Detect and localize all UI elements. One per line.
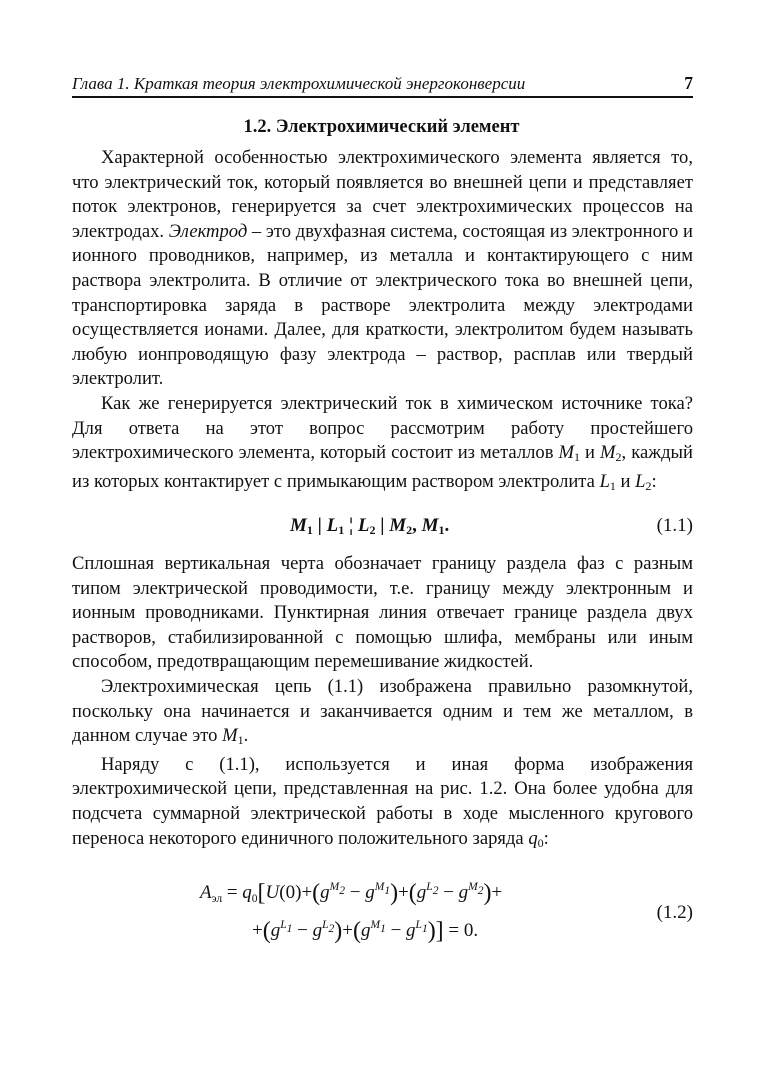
- equation-row-1: $A_{эл} = q_0[U(0)+(g^{M_2} - g^{M_1})+(g^{L_2} - g^{M_2})+$: [200, 880, 503, 906]
- paragraph-1: Характерной особенностью электрохимического элемента является то, что электрический ток, который появляется во внешней цепи и представляет поток электронов, генерируется за счет электрохимических процессов на электродах. Электрод – это двухфазная система, состоящая из электронного и ионного проводников, например, из металла и контактирующего с ним раствора электролита. В отличие от электрического тока во внешней цепи, транспортировка заряда в растворе электролита между электродами осуществляется ионами. Далее, для краткости, электролитом будем называть любую ионпроводящую фазу электрода – раствор, расплав или твердый электролит.: [72, 147, 693, 390]
- equation-row-2: $+(g^{L_1} - g^{L_2})+(g^{M_1} - g^{L_1})] = 0$.: [252, 918, 479, 944]
- section-title: 1.2. Электрохимический элемент: [243, 117, 520, 137]
- equation-number: (1.1): [656, 515, 693, 536]
- term-electrode: Электрод: [168, 220, 248, 242]
- paragraph-5: Наряду с (1.1), используется и иная форма изображения электрохимической цепи, представленная на рис. 1.2. Она более удобна для подсчета суммарной электрической работы в ходе мысленного кругового переноса некоторого единичного положительного заряда $q_0$:: [72, 753, 693, 850]
- equation-1-1: [72, 515, 693, 543]
- paragraph-3: Сплошная вертикальная черта обозначает границу раздела фаз с разным типом электрической проводимости, т.е. границу между электронным и ионным проводниками. Пунктирная линия отвечает границе раздела двух растворов, стабилизированной с помощью шлифа, мембраны или иным способом, предотвращающим перемешивание жидкостей.: [72, 553, 693, 673]
- equation-number: (1.2): [656, 902, 693, 923]
- chapter-title: Глава 1. Краткая теория электрохимической энергоконверсии: [72, 74, 526, 93]
- paragraph-2: Как же генерируется электрический ток в химическом источнике тока? Для ответа на этот вопрос рассмотрим работу простейшего электрохимического элемента, который состоит из металлов $M_1$ и $M_2$, каждый из которых контактирует с примыкающим раствором электролита $L_1$ и $L_2$:: [72, 392, 693, 493]
- equation-1-2: [72, 872, 693, 956]
- running-header: [72, 72, 693, 98]
- cell-scheme: $M_1$ | $L_1$ ¦ $L_2$ | $M_2$, $M_1$.: [290, 515, 450, 537]
- text-block-2: [72, 552, 693, 855]
- page-number: 7: [684, 73, 693, 93]
- text-block-1: [72, 146, 693, 498]
- paragraph-4: Электрохимическая цепь (1.1) изображена правильно разомкнутой, поскольку она начинается и заканчивается одним и тем же металлом, в данном случае это $M_1$.: [72, 675, 693, 748]
